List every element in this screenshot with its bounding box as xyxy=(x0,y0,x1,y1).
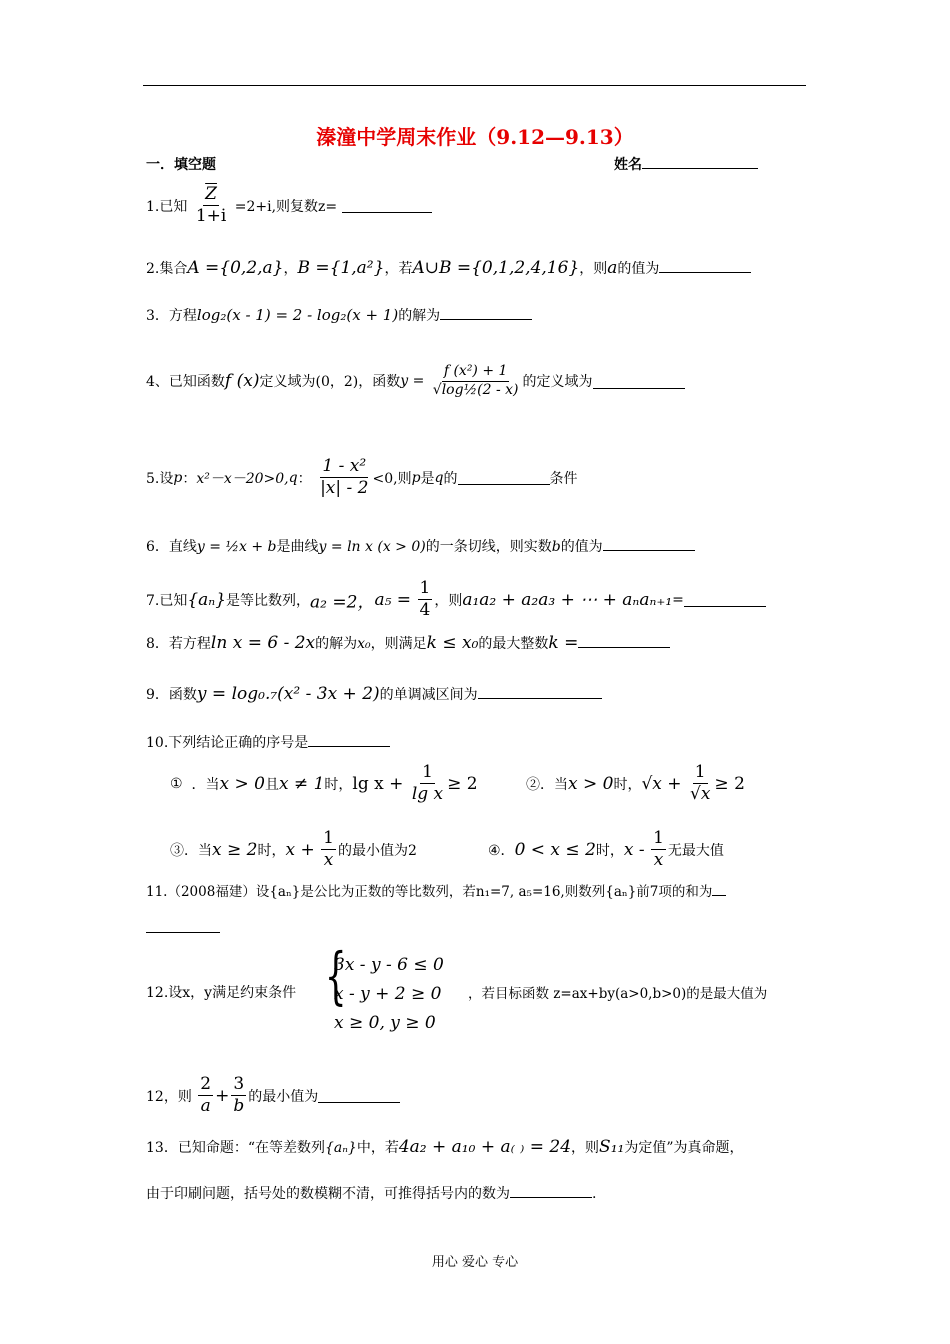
q10-o1-fraction xyxy=(410,762,445,806)
q10-o3-e: 的最小值为2 xyxy=(338,842,417,859)
header-rule xyxy=(143,85,806,86)
q10-o1-num: 1 xyxy=(420,762,435,784)
q7-a2: a₂ =2， xyxy=(310,592,375,613)
q11-text: 11.（2008福建）设{aₙ}是公比为正数的等比数列，若n₁=7, a₅=16,则数列{aₙ}前7项的和为 xyxy=(146,884,713,900)
q13-equation: 4a₂ + a₁₀ + a₍ ₎ = 24 xyxy=(398,1137,572,1157)
q12b-fraction-1 xyxy=(198,1074,213,1118)
q9-tail: 的单调减区间为 xyxy=(379,687,478,703)
q6-line: y = ½x + b xyxy=(196,539,277,555)
q6-curve: y = ln x (x > 0) xyxy=(318,539,426,555)
question-11 xyxy=(146,880,726,900)
q8-inequality: k ≤ x₀ xyxy=(426,633,479,653)
q11-blank-a[interactable] xyxy=(712,882,726,897)
q7-frac-den: 4 xyxy=(419,600,431,621)
q10-o4-c: 时， xyxy=(595,842,624,859)
q10-o2-den: √x xyxy=(690,784,711,805)
q10-o4-d: x - xyxy=(623,839,645,860)
q12b-plus: + xyxy=(215,1085,230,1106)
q7-sum: a₁a₂ + a₂a₃ + ⋯ + aₙaₙ₊₁ xyxy=(462,589,673,610)
question-3 xyxy=(146,305,532,325)
q10-option-2 xyxy=(526,762,745,806)
q13-mid: 中，若 xyxy=(356,1140,399,1156)
q2-blank[interactable] xyxy=(659,258,751,273)
question-1 xyxy=(146,184,432,228)
q5-frac-num: 1 - x² xyxy=(320,456,368,478)
q2-end: 的值为 xyxy=(617,261,660,277)
q12-prefix: 12.设x，y满足约束条件 xyxy=(146,985,297,1001)
q12b-fraction-2 xyxy=(231,1074,246,1118)
q5-q2: q xyxy=(434,469,444,486)
q13-blank[interactable] xyxy=(510,1183,592,1198)
q8-equation: ln x = 6 - 2x xyxy=(210,633,316,653)
q5-colon-1: ： xyxy=(182,470,197,487)
q11-blank-b[interactable] xyxy=(146,918,220,933)
q3-equation: log₂(x - 1) = 2 - log₂(x + 1) xyxy=(196,306,399,324)
q9-prefix: 9．函数 xyxy=(146,687,197,703)
q2-ruo: ，若 xyxy=(384,261,413,277)
name-blank[interactable] xyxy=(642,154,758,169)
q10-o1-a: ．当 xyxy=(191,776,220,793)
q4-tail: 的定义域为 xyxy=(522,374,593,390)
question-8 xyxy=(146,633,670,653)
q5-is: 是 xyxy=(420,470,435,487)
q5-p2: p xyxy=(411,469,421,486)
question-7 xyxy=(146,578,766,622)
q7-sequence: {aₙ} xyxy=(187,589,227,610)
q4-fraction xyxy=(431,363,521,399)
q10-o4-b: 0 < x ≤ 2 xyxy=(514,839,596,860)
q10-o1-den: lg x xyxy=(411,784,444,805)
question-13-line2 xyxy=(146,1183,596,1203)
question-5 xyxy=(146,456,578,500)
q7-prefix: 7.已知 xyxy=(146,592,188,609)
q4-frac-num: f (x²) + 1 xyxy=(442,363,510,382)
q13-line2: 由于印刷问题，括号处的数模糊不清，可推得括号内的数为 xyxy=(146,1186,510,1202)
q1-frac-num: $\overline{Z}$ xyxy=(203,184,219,206)
q10-o3-den: x xyxy=(323,850,334,871)
q10-o3-c: 时， xyxy=(257,842,286,859)
q8-mid3: 的最大整数 xyxy=(478,636,549,652)
q13-s11: S₁₁ xyxy=(599,1137,625,1157)
q12-constraint-2: x - y + 2 ≥ 0 xyxy=(334,984,442,1004)
q8-k: k = xyxy=(548,633,579,653)
q8-blank[interactable] xyxy=(578,633,670,648)
q2-set-b: B ={1,a²} xyxy=(297,258,385,278)
q8-x0: x₀ xyxy=(357,636,371,652)
q5-prefix: 5.设 xyxy=(146,470,174,487)
q10-o3-d: x + xyxy=(285,839,315,860)
q10-blank[interactable] xyxy=(308,732,390,747)
q4-frac-den: √log½(2 - x) xyxy=(432,381,519,398)
name-label: 姓名 xyxy=(614,157,642,173)
q10-prefix: 10.下列结论正确的序号是 xyxy=(146,735,309,751)
q6-blank[interactable] xyxy=(603,536,695,551)
q13-tail: 为定值”为真命题， xyxy=(624,1140,744,1156)
q12b-tail: 的最小值为 xyxy=(248,1088,319,1105)
q5-mid: <0,则 xyxy=(372,470,412,487)
q4-mid: 定义域为(0，2)，函数 xyxy=(259,374,401,390)
q12-constraint-3: x ≥ 0, y ≥ 0 xyxy=(334,1013,436,1033)
q2-set-a: A ={0,2,a} xyxy=(187,258,284,278)
q4-y: y = xyxy=(400,373,425,389)
q5-condition: x²－x－20>0, xyxy=(196,470,289,487)
q2-prefix: 2.集合 xyxy=(146,261,188,277)
q1-prefix: 1.已知 xyxy=(146,198,188,215)
q7-frac-num: 1 xyxy=(418,578,433,600)
q9-function: y = log₀.₇(x² - 3x + 2) xyxy=(196,684,380,704)
q10-o3-num: 1 xyxy=(321,828,336,850)
q10-o1-e: 时， xyxy=(324,776,353,793)
question-10 xyxy=(146,732,390,752)
q10-o2-c: 时， xyxy=(613,776,642,793)
q1-fraction xyxy=(194,184,229,228)
q13-sequence: {aₙ} xyxy=(324,1140,357,1156)
q3-blank[interactable] xyxy=(440,305,532,320)
q10-o2-num: 1 xyxy=(693,762,708,784)
q4-prefix: 4、已知函数 xyxy=(146,374,225,390)
q10-o3-label: ③．当 xyxy=(170,842,212,859)
q10-o4-label: ④． xyxy=(488,842,515,859)
question-13 xyxy=(146,1137,744,1157)
q10-o1-c: 且 xyxy=(264,776,279,793)
q2-union: A∪B ={0,1,2,4,16} xyxy=(412,258,580,278)
q10-o4-den: x xyxy=(653,850,664,871)
question-4 xyxy=(146,363,685,399)
q10-o2-b: x > 0 xyxy=(568,773,614,794)
q1-tail: =2+i,则复数z= xyxy=(234,198,338,215)
q1-frac-den: 1+i xyxy=(195,206,227,227)
q6-b: b xyxy=(551,539,561,555)
q6-tail: 的值为 xyxy=(560,539,603,555)
q10-option-4 xyxy=(488,828,724,872)
question-12b xyxy=(146,1074,400,1118)
q10-o3-b: x ≥ 2 xyxy=(212,839,258,860)
q5-blank[interactable] xyxy=(458,470,550,485)
q6-mid: 是曲线 xyxy=(276,539,319,555)
q11-blank-line[interactable] xyxy=(146,918,220,937)
q10-o2-e: ≥ 2 xyxy=(714,773,745,794)
q10-o4-e: 无最大值 xyxy=(667,842,724,859)
question-9 xyxy=(146,684,602,704)
q13-prefix: 13．已知命题：“在等差数列 xyxy=(146,1140,325,1156)
q10-o4-num: 1 xyxy=(651,828,666,850)
q12-tail: ，若目标函数 z=ax+by(a>0,b>0)的是最大值为 xyxy=(468,986,768,1002)
q5-colon-2: ： xyxy=(297,470,312,487)
q4-fx: f (x) xyxy=(224,371,260,391)
name-field xyxy=(614,154,758,174)
q13-mid2: ，则 xyxy=(571,1140,600,1156)
q8-mid2: ，则满足 xyxy=(370,636,427,652)
q7-a5: a₅ = xyxy=(374,589,412,610)
q8-mid: 的解为 xyxy=(315,636,358,652)
q5-frac-den: |x| - 2 xyxy=(320,478,369,499)
q8-prefix: 8．若方程 xyxy=(146,636,211,652)
q6-mid2: 的一条切线，则实数 xyxy=(425,539,552,555)
q12-constraint-1: 3x - y - 6 ≤ 0 xyxy=(334,955,444,975)
q10-o1-g: ≥ 2 xyxy=(447,773,478,794)
q12b-den-1: a xyxy=(200,1096,211,1117)
q12-brace: { xyxy=(324,939,347,1012)
q10-o4-fraction xyxy=(651,828,666,872)
q2-var: a xyxy=(607,258,618,278)
q10-option-1 xyxy=(170,762,478,806)
q3-prefix: 3．方程 xyxy=(146,308,197,324)
q9-blank[interactable] xyxy=(478,684,602,699)
q10-o1-b: x > 0 xyxy=(219,773,265,794)
q10-o3-fraction xyxy=(321,828,336,872)
q2-tail: ，则 xyxy=(579,261,608,277)
q10-o1-f: lg x + xyxy=(352,773,404,794)
page-title: 溱潼中学周末作业（9.12—9.13） xyxy=(316,125,634,149)
q12b-prefix: 12，则 xyxy=(146,1088,192,1105)
q10-o1-d: x ≠ 1 xyxy=(278,773,325,794)
q5-tail: 条件 xyxy=(549,470,578,487)
q5-fraction xyxy=(318,456,370,500)
q7-blank[interactable] xyxy=(684,592,766,607)
q5-q: q xyxy=(288,469,298,486)
section-heading: 一．填空题 xyxy=(146,157,216,173)
q10-o2-label: ②．当 xyxy=(526,776,568,793)
q7-mid: 是等比数列， xyxy=(226,592,311,609)
q12b-num-2: 3 xyxy=(231,1074,246,1096)
q12b-den-2: b xyxy=(233,1096,245,1117)
question-6 xyxy=(146,536,695,556)
q7-fraction xyxy=(418,578,433,622)
q3-tail: 的解为 xyxy=(398,308,441,324)
q6-prefix: 6．直线 xyxy=(146,539,197,555)
q4-blank[interactable] xyxy=(593,374,685,389)
q2-comma: ， xyxy=(283,261,298,277)
q10-o1-label: ① xyxy=(170,775,183,792)
question-2 xyxy=(146,258,751,278)
q13-end: . xyxy=(592,1186,597,1202)
q1-blank[interactable] xyxy=(342,198,432,213)
page-footer: 用心 爱心 专心 xyxy=(431,1255,519,1270)
q7-mid2: ，则 xyxy=(434,592,463,609)
q12b-blank[interactable] xyxy=(318,1088,400,1103)
q5-p: p xyxy=(173,469,183,486)
q10-o2-fraction xyxy=(688,762,712,806)
q5-de: 的 xyxy=(443,470,458,487)
q10-option-3 xyxy=(170,828,417,872)
q12b-num-1: 2 xyxy=(198,1074,213,1096)
q7-eq: = xyxy=(672,591,684,608)
q10-o2-d: √x + xyxy=(641,773,682,794)
